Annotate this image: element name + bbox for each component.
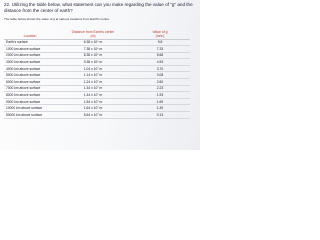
cell-location: 7000 km above surface [4,85,56,92]
header-value-unit: (m/s²) [155,33,165,38]
cell-location: 2000 km above surface [4,52,56,59]
header-location [4,22,56,39]
cell-distance: 1.44 x 10⁷ m [56,92,130,99]
header-distance-unit: (m) [90,33,96,38]
cell-distance: 5.64 x 10⁷ m [56,112,130,119]
cell-location: 4000 km above surface [4,65,56,72]
cell-distance: 9.38 x 10⁶ m [56,59,130,66]
table-row [4,72,190,79]
cell-location: 3000 km above surface [4,59,56,66]
cell-distance: 6.38 x 10⁶ m [56,39,130,46]
table-header-row [4,22,190,39]
header-value [130,22,190,39]
cell-distance: 1.24 x 10⁷ m [56,79,130,86]
cell-location: 6000 km above surface [4,79,56,86]
header-distance-label: Distance from Earth's center [71,29,115,34]
cell-distance: 1.14 x 10⁷ m [56,72,130,79]
cell-g-value: 3.70 [130,65,190,72]
table-row [4,46,190,53]
cell-g-value: 7.33 [130,46,190,53]
cell-distance: 8.38 x 10⁶ m [56,52,130,59]
table-row [4,59,190,66]
table-row [4,65,190,72]
cell-distance: 7.38 x 10⁶ m [56,46,130,53]
table-row [4,112,190,119]
header-value-label: Value of g [152,29,168,34]
cell-distance: 1.64 x 10⁷ m [56,105,130,112]
cell-distance: 1.54 x 10⁷ m [56,98,130,105]
cell-g-value: 0.13 [130,112,190,119]
cell-g-value: 3.08 [130,72,190,79]
cell-g-value: 1.93 [130,92,190,99]
cell-location: 10000 km above surface [4,105,56,112]
table-row [4,79,190,86]
table-row [4,92,190,99]
cell-g-value: 4.53 [130,59,190,66]
cell-location: Earth's surface [4,39,56,46]
cell-location: 5000 km above surface [4,72,56,79]
table-row [4,85,190,92]
cell-g-value: 5.68 [130,52,190,59]
cell-g-value: 2.23 [130,85,190,92]
table-row [4,39,190,46]
table-caption: The table below shows the value of g at various locations from Earth's center. [4,17,110,21]
cell-g-value: 2.60 [130,79,190,86]
question-text: 22. Utilizing the table below, what statement can you make regarding the value of "g" and the distance from the center of earth? [4,2,193,13]
gravity-table [4,22,190,119]
cell-g-value: 9.8 [130,39,190,46]
cell-g-value: 1.69 [130,98,190,105]
cell-distance: 1.34 x 10⁷ m [56,85,130,92]
cell-g-value: 1.49 [130,105,190,112]
cell-location: 1000 km above surface [4,46,56,53]
worksheet-page [0,0,200,150]
header-location-label: Location [23,33,37,38]
cell-location: 50000 km above surface [4,112,56,119]
header-distance [56,22,130,39]
cell-location: 8000 km above surface [4,92,56,99]
cell-distance: 1.04 x 10⁷ m [56,65,130,72]
table-row [4,98,190,105]
table-row [4,52,190,59]
cell-location: 9000 km above surface [4,98,56,105]
table-row [4,105,190,112]
